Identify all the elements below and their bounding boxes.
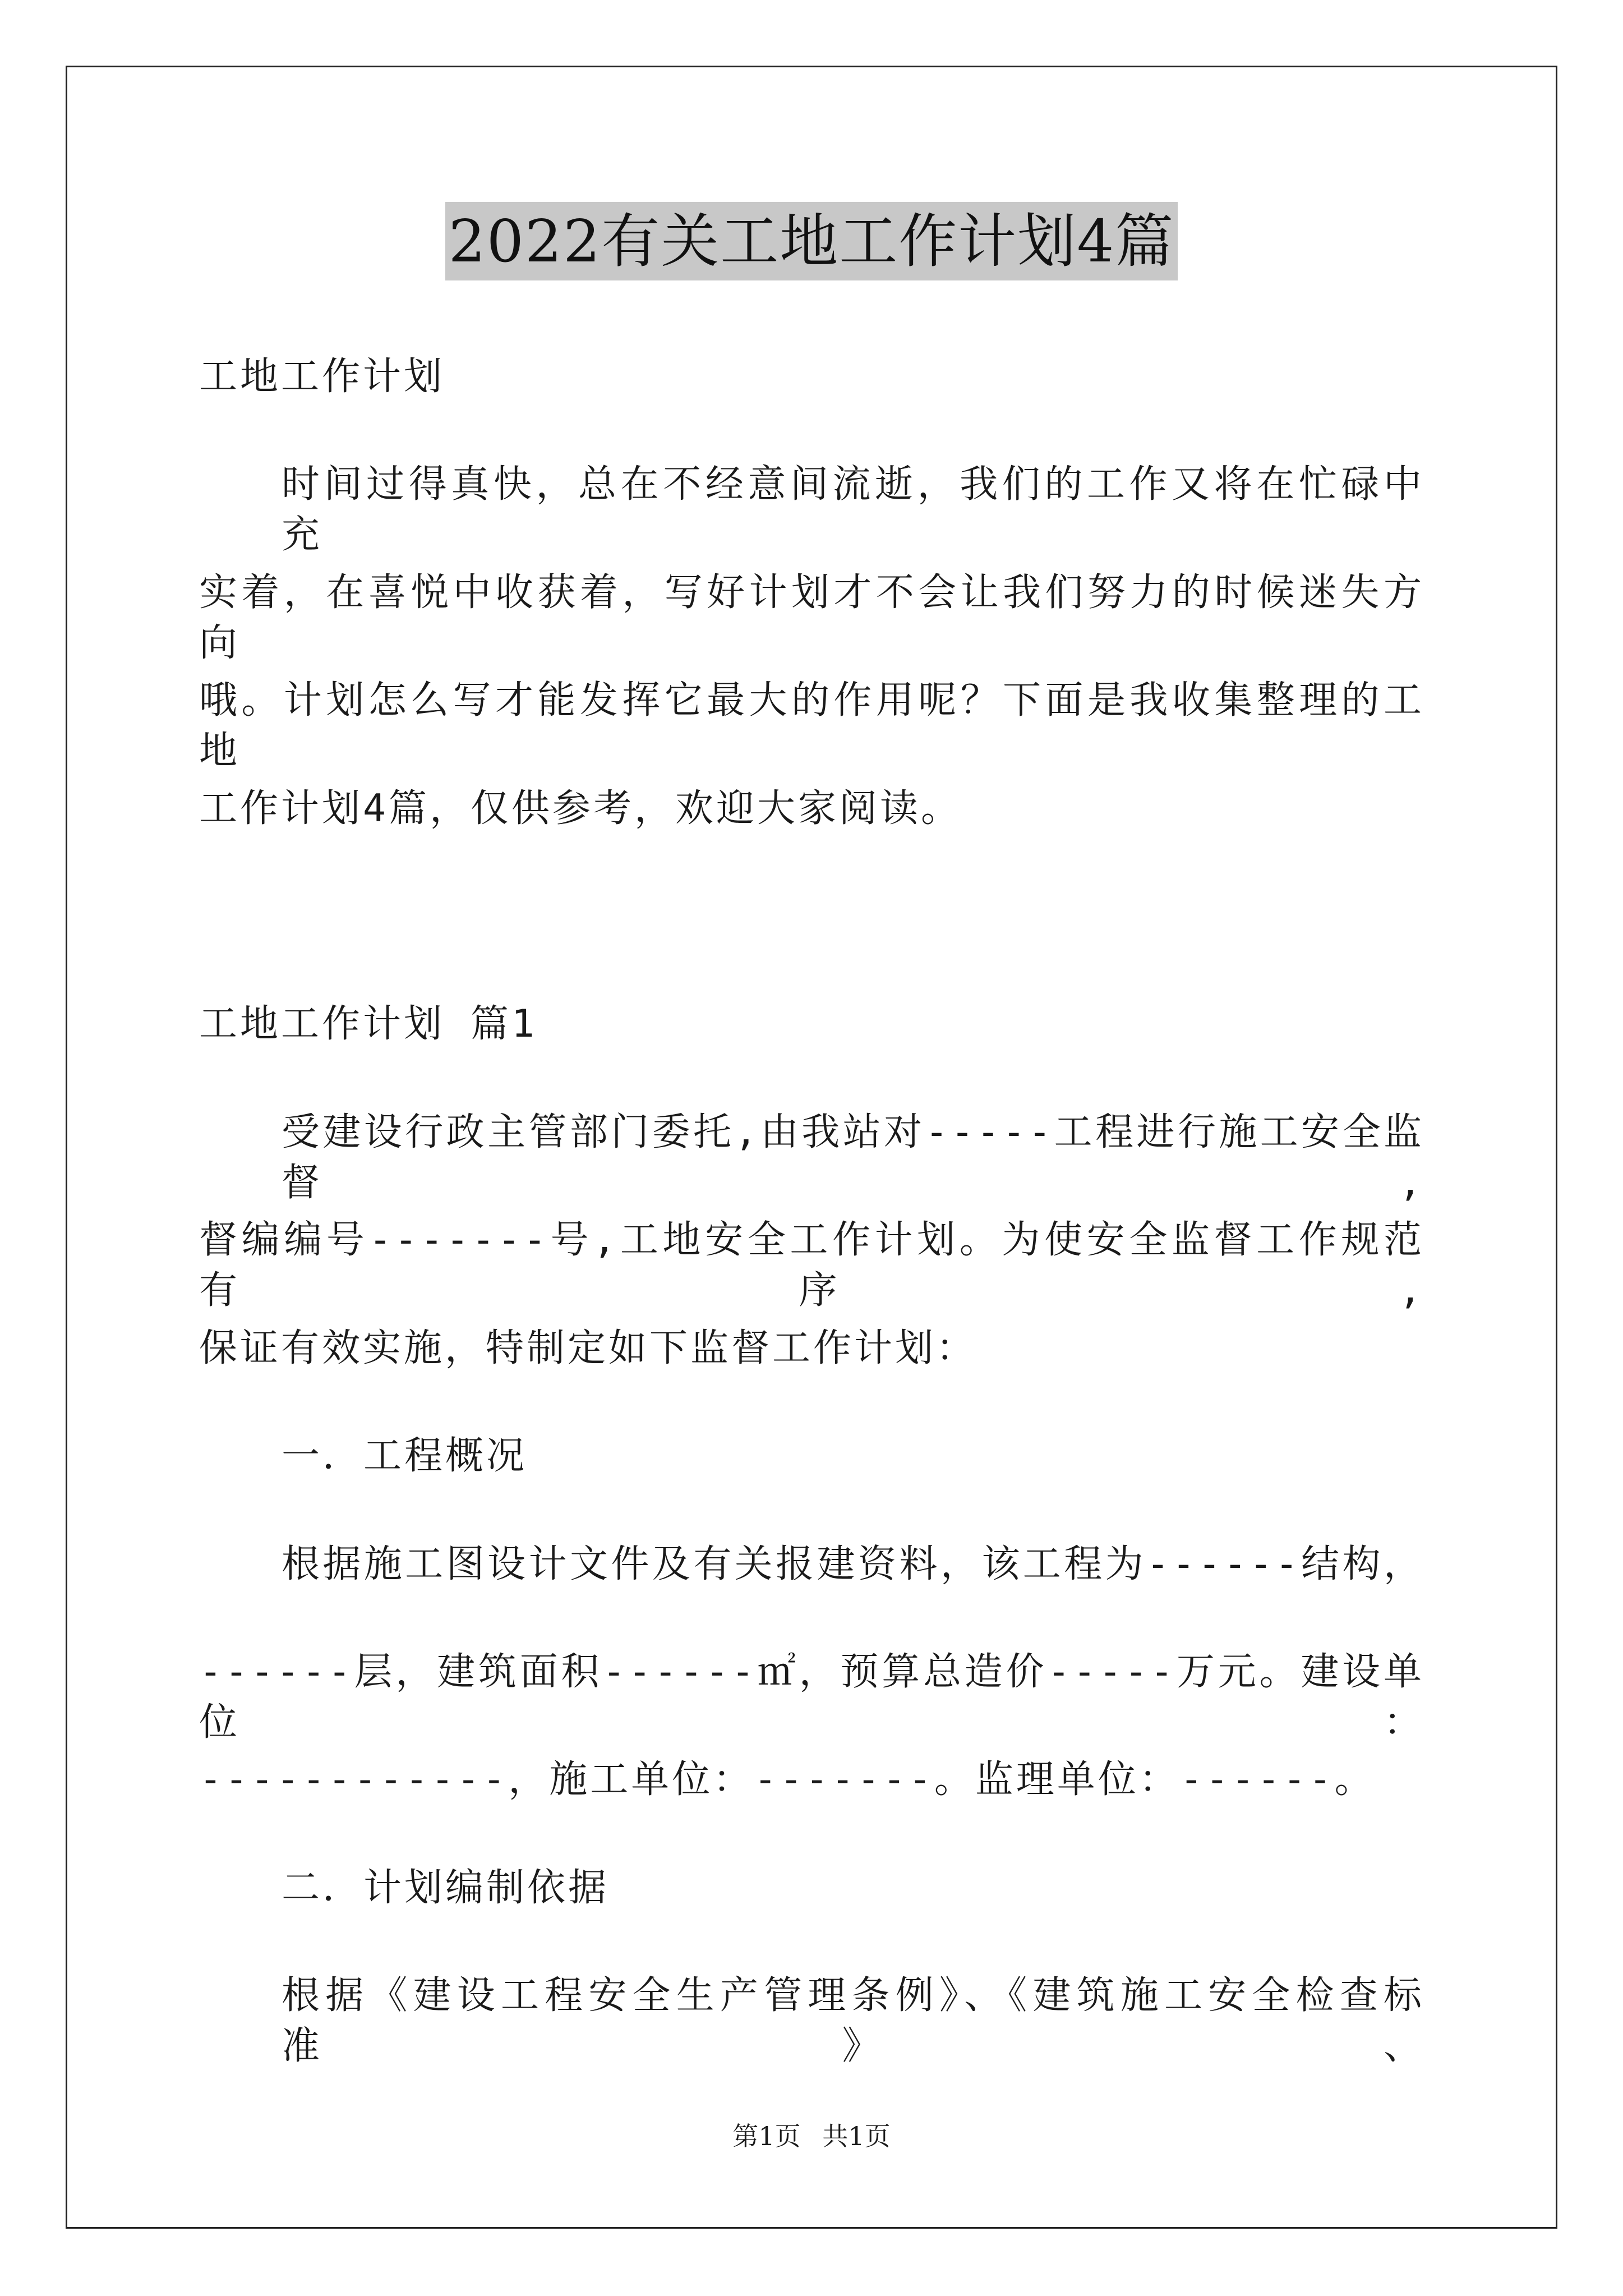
- paragraph-line: 时间过得真快，总在不经意间流逝，我们的工作又将在忙碌中充: [282, 462, 1424, 557]
- page-total: 共1页: [822, 2121, 891, 2151]
- section-heading-part-1: 工地工作计划 篇1: [199, 1002, 537, 1046]
- paragraph-line: 实着，在喜悦中收获着，写好计划才不会让我们努力的时候迷失方向: [199, 570, 1424, 665]
- paragraph-line: ------------，施工单位：-------。监理单位：------。: [199, 1757, 1376, 1802]
- subheading-project-overview: 一．工程概况: [282, 1434, 528, 1478]
- subheading-plan-basis: 二．计划编制依据: [282, 1866, 610, 1910]
- paragraph-line: 工作计划4篇，仅供参考，欢迎大家阅读。: [199, 786, 962, 831]
- paragraph-line: 保证有效实施，特制定如下监督工作计划：: [199, 1326, 978, 1370]
- page-number: 第1页: [732, 2121, 801, 2151]
- title-container: [0, 202, 1623, 280]
- paragraph-line: 受建设行政主管部门委托,由我站对-----工程进行施工安全监督,: [282, 1110, 1424, 1205]
- paragraph-line: ------层，建筑面积------㎡，预算总造价-----万元。建设单位：: [199, 1650, 1424, 1745]
- section-heading-intro: 工地工作计划: [199, 355, 445, 399]
- paragraph-line: 根据施工图设计文件及有关报建资料，该工程为------结构，: [282, 1542, 1424, 1586]
- document-title: 2022有关工地工作计划4篇: [445, 202, 1178, 280]
- paragraph-line: 根据《建设工程安全生产管理条例》、《建筑施工安全检查标准》、: [282, 1973, 1424, 2068]
- paragraph-line: 哦。计划怎么写才能发挥它最大的作用呢？下面是我收集整理的工地: [199, 678, 1424, 773]
- page-footer: [0, 2119, 1623, 2153]
- paragraph-line: 督编编号-------号,工地安全工作计划。为使安全监督工作规范有序,: [199, 1218, 1424, 1313]
